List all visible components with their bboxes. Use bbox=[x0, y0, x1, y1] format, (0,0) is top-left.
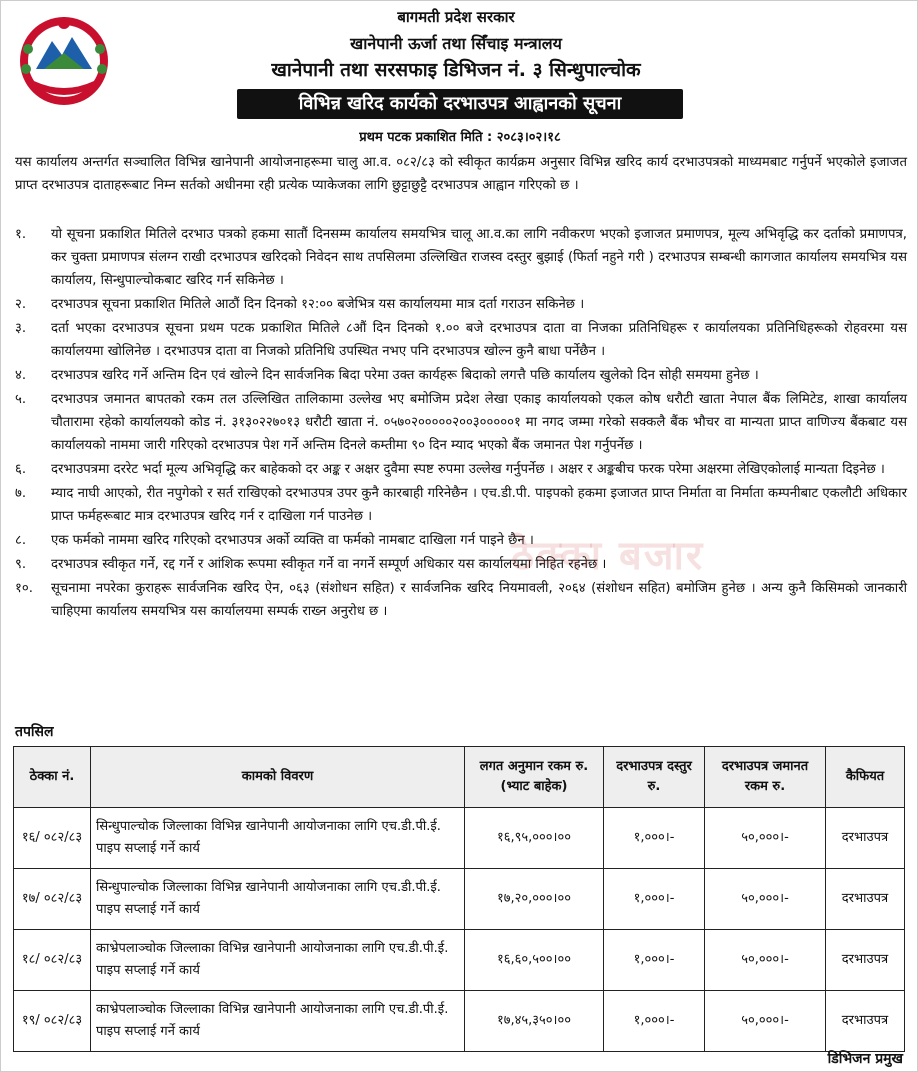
col-header-contract-no: ठेक्का नं. bbox=[14, 747, 91, 808]
table-row bbox=[14, 869, 905, 930]
clause-number: ५. bbox=[15, 392, 27, 407]
col-header-estimate: लगत अनुमान रकम रु. (भ्याट बाहेक) bbox=[465, 747, 604, 808]
cell-description: सिन्धुपाल्चोक जिल्लाका विभिन्न खानेपानी आयोजनाका लागि एच.डी.पी.ई. पाइप सप्लाई गर्ने कार्य bbox=[91, 869, 465, 930]
cell-description: काभ्रेपलाञ्चोक जिल्लाका विभिन्न खानेपानी आयोजनाका लागि एच.डी.पी.ई. पाइप सप्लाई गर्ने कार्य bbox=[91, 930, 465, 991]
cell-fee: १,०००।- bbox=[604, 991, 705, 1052]
cell-remarks: दरभाउपत्र bbox=[826, 991, 905, 1052]
cell-remarks: दरभाउपत्र bbox=[826, 869, 905, 930]
cell-remarks: दरभाउपत्र bbox=[826, 930, 905, 991]
clause-item bbox=[15, 388, 907, 457]
cell-fee: १,०००।- bbox=[604, 930, 705, 991]
cell-estimate: १६,६०,५००।०० bbox=[465, 930, 604, 991]
clause-number: १. bbox=[15, 227, 27, 242]
cell-security: ५०,०००।- bbox=[705, 869, 826, 930]
clause-item bbox=[15, 577, 907, 623]
cell-contract-no: १६/ ०८२/८३ bbox=[14, 808, 91, 869]
clause-number: ४. bbox=[15, 368, 27, 383]
cell-description: काभ्रेपलाञ्चोक जिल्लाका विभिन्न खानेपानी आयोजनाका लागि एच.डी.पी.ई. पाइप सप्लाई गर्ने कार्य bbox=[91, 991, 465, 1052]
cell-security: ५०,०००।- bbox=[705, 991, 826, 1052]
col-header-fee: दरभाउपत्र दस्तुर रु. bbox=[604, 747, 705, 808]
ministry-title: खानेपानी ऊर्जा तथा सिँचाइ मन्त्रालय bbox=[350, 34, 562, 53]
notice-title-banner: विभिन्न खरिद कार्यको दरभाउपत्र आह्वानको सूचना bbox=[237, 89, 683, 119]
signature-division-chief: डिभिजन प्रमुख bbox=[827, 1051, 903, 1067]
clause-text: दरभाउपत्र जमानत बापतको रकम तल उल्लिखित तालिकामा उल्लेख भए बमोजिम प्रदेश लेखा एकाइ कार्यालयको एकल कोष धरौटी खाता नेपाल बैंक लिमिटेड, शाखा कार्यालय चौतारामा रहेको कार्यालयको कोड नं. ३१३०२२७०१३ धरौटी खाता नं. ०५७०२०००००२००३०००००१ मा नगद जम्मा गरेको सक्कलै बैंक भौचर वा मान्यता प्राप्त वाणिज्य बैंकबाट यस कार्यालयको नाममा जारी गरिएको दरभाउपत्र पेश गर्ने अन्तिम दिनले कम्तीमा ९० दिन म्याद भएको बैंक जमानत पेश गर्नुपर्नेछ । bbox=[51, 392, 907, 453]
cell-fee: १,०००।- bbox=[604, 808, 705, 869]
clause-text: म्याद नाघी आएको, रीत नपुगेको र सर्त राखिएको दरभाउपत्र उपर कुनै कारबाही गरिनेछैन । एच.डी.पी. पाइपको हकमा इजाजत प्राप्त निर्माता वा निर्माता कम्पनीबाट एकलौटी अधिकार प्राप्त फर्महरूबाट मात्र दरभाउपत्र खरिद गर्न र दाखिला गर्न पाउनेछ । bbox=[51, 486, 907, 524]
tender-table bbox=[13, 746, 905, 1052]
clause-item bbox=[15, 482, 907, 528]
cell-security: ५०,०००।- bbox=[705, 930, 826, 991]
division-title: खानेपानी तथा सरसफाइ डिभिजन नं. ३ सिन्धुपाल्चोक bbox=[271, 59, 641, 81]
clause-item bbox=[15, 293, 907, 316]
cell-estimate: १७,२०,०००।०० bbox=[465, 869, 604, 930]
clause-item bbox=[15, 364, 907, 387]
clause-number: ३. bbox=[15, 321, 27, 336]
clause-item bbox=[15, 458, 907, 481]
intro-paragraph: यस कार्यालय अन्तर्गत सञ्चालित विभिन्न खानेपानी आयोजनाहरूमा चालु आ.व. ०८२/८३ को स्वीकृत कार्यक्रम अनुसार विभिन्न खरिद कार्य दरभाउपत्रको माध्यमबाट गर्नुपर्ने भएकोले इजाजत प्राप्त दरभाउपत्र दाताहरूबाट निम्न सर्तको अधीनमा रही प्रत्येक प्याकेजका लागि छुट्टाछुट्टै दरभाउपत्र आह्वान गरिएको छ । bbox=[15, 155, 907, 193]
clause-text: एक फर्मको नाममा खरिद गरिएको दरभाउपत्र अर्को व्यक्ति वा फर्मको नामबाट दाखिला गर्न पाइने छैन । bbox=[51, 533, 534, 548]
cell-security: ५०,०००।- bbox=[705, 808, 826, 869]
clause-item bbox=[15, 553, 907, 576]
clause-number: ९. bbox=[15, 557, 27, 572]
cell-contract-no: १९/ ०८२/८३ bbox=[14, 991, 91, 1052]
cell-contract-no: १७/ ०८२/८३ bbox=[14, 869, 91, 930]
cell-fee: १,०००।- bbox=[604, 869, 705, 930]
clause-number: ६. bbox=[15, 462, 27, 477]
col-header-remarks: कैफियत bbox=[826, 747, 905, 808]
table-row bbox=[14, 808, 905, 869]
clause-text: दरभाउपत्र खरिद गर्ने अन्तिम दिन एवं खोल्ने दिन सार्वजनिक बिदा परेमा उक्त कार्यहरू बिदाको लगत्तै पछि कार्यालय खुलेको दिन सोही समयमा हुनेछ । bbox=[51, 368, 759, 383]
clause-text: दरभाउपत्रमा दररेट भर्दा मूल्य अभिवृद्धि कर बाहेकको दर अङ्क र अक्षर दुवैमा स्पष्ट रुपमा उल्लेख गर्नुपर्नेछ । अक्षर र अङ्कबीच फरक परेमा अक्षरमा लेखिएकोलाई मान्यता दिइनेछ । bbox=[51, 462, 885, 477]
clause-number: ७. bbox=[15, 486, 27, 501]
clauses-list bbox=[15, 223, 907, 624]
cell-description: सिन्धुपाल्चोक जिल्लाका विभिन्न खानेपानी आयोजनाका लागि एच.डी.पी.ई. पाइप सप्लाई गर्ने कार्य bbox=[91, 808, 465, 869]
cell-remarks: दरभाउपत्र bbox=[826, 808, 905, 869]
clause-text: दरभाउपत्र सूचना प्रकाशित मितिले आठौं दिन दिनको १२:०० बजेभित्र यस कार्यालयमा मात्र दर्ता गराउन सकिनेछ । bbox=[51, 297, 585, 312]
publish-date: प्रथम पटक प्रकाशित मिति : २०८३।०२।१८ bbox=[359, 130, 561, 145]
clause-text: सूचनामा नपरेका कुराहरू सार्वजनिक खरिद ऐन, ०६३ (संशोधन सहित) र सार्वजनिक खरिद नियमावली, २०६४ (संशोधन सहित) बमोजिम हुनेछ । अन्य कुनै किसिमको जानकारी चाहिएमा कार्यालय समयभित्र यस कार्यालयमा सम्पर्क राख्न अनुरोध छ । bbox=[51, 581, 907, 619]
clause-item bbox=[15, 223, 907, 292]
clause-text: दर्ता भएका दरभाउपत्र सूचना प्रथम पटक प्रकाशित मितिले ८औं दिन दिनको १.०० बजे दरभाउपत्र दाता वा निजका प्रतिनिधिहरू र कार्यालयका प्रतिनिधिहरूको रोहवरमा यस कार्यालयमा खोलिनेछ । दरभाउपत्र दाता वा निजको प्रतिनिधि उपस्थित नभए पनि दरभाउपत्र खोल्न कुनै बाधा पर्नेछैन । bbox=[51, 321, 907, 359]
clause-number: १०. bbox=[15, 581, 33, 596]
nepal-government-emblem-icon bbox=[13, 9, 115, 109]
table-header-row bbox=[14, 747, 905, 808]
clause-text: दरभाउपत्र स्वीकृत गर्ने, रद्द गर्ने र आंशिक रूपमा स्वीकृत गर्ने वा नगर्ने सम्पूर्ण अधिकार यस कार्यालयमा निहित रहनेछ । bbox=[51, 557, 607, 572]
province-government-title: बागमती प्रदेश सरकार bbox=[397, 8, 515, 26]
clause-number: २. bbox=[15, 297, 27, 312]
table-row bbox=[14, 930, 905, 991]
cell-estimate: १७,४५,३५०।०० bbox=[465, 991, 604, 1052]
cell-estimate: १६,९५,०००।०० bbox=[465, 808, 604, 869]
schedule-label: तपसिल bbox=[15, 724, 54, 740]
clause-item bbox=[15, 529, 907, 552]
col-header-security: दरभाउपत्र जमानत रकम रु. bbox=[705, 747, 826, 808]
clause-text: यो सूचना प्रकाशित मितिले दरभाउ पत्रको हकमा सातौं दिनसम्म कार्यालय समयभित्र चालू आ.व.का लागि नवीकरण भएको इजाजत प्रमाणपत्र, मूल्य अभिवृद्धि कर दर्ताको प्रमाणपत्र, कर चुक्ता प्रमाणपत्र संलग्न राखी दरभाउपत्र खरिदको निवेदन साथ तपसिलमा उल्लिखित राजस्व दस्तुर बुझाई (फिर्ता नहुने गरी ) दरभाउपत्र सम्बन्धी कागजात कार्यालय समयभित्र यस कार्यालय, सिन्धुपाल्चोकबाट खरिद गर्न सकिनेछ । bbox=[51, 227, 907, 288]
col-header-description: कामको विवरण bbox=[91, 747, 465, 808]
clause-item bbox=[15, 317, 907, 363]
watermark: ठेक्का बजार bbox=[511, 533, 705, 579]
cell-contract-no: १८/ ०८२/८३ bbox=[14, 930, 91, 991]
table-row bbox=[14, 991, 905, 1052]
clause-number: ८. bbox=[15, 533, 27, 548]
